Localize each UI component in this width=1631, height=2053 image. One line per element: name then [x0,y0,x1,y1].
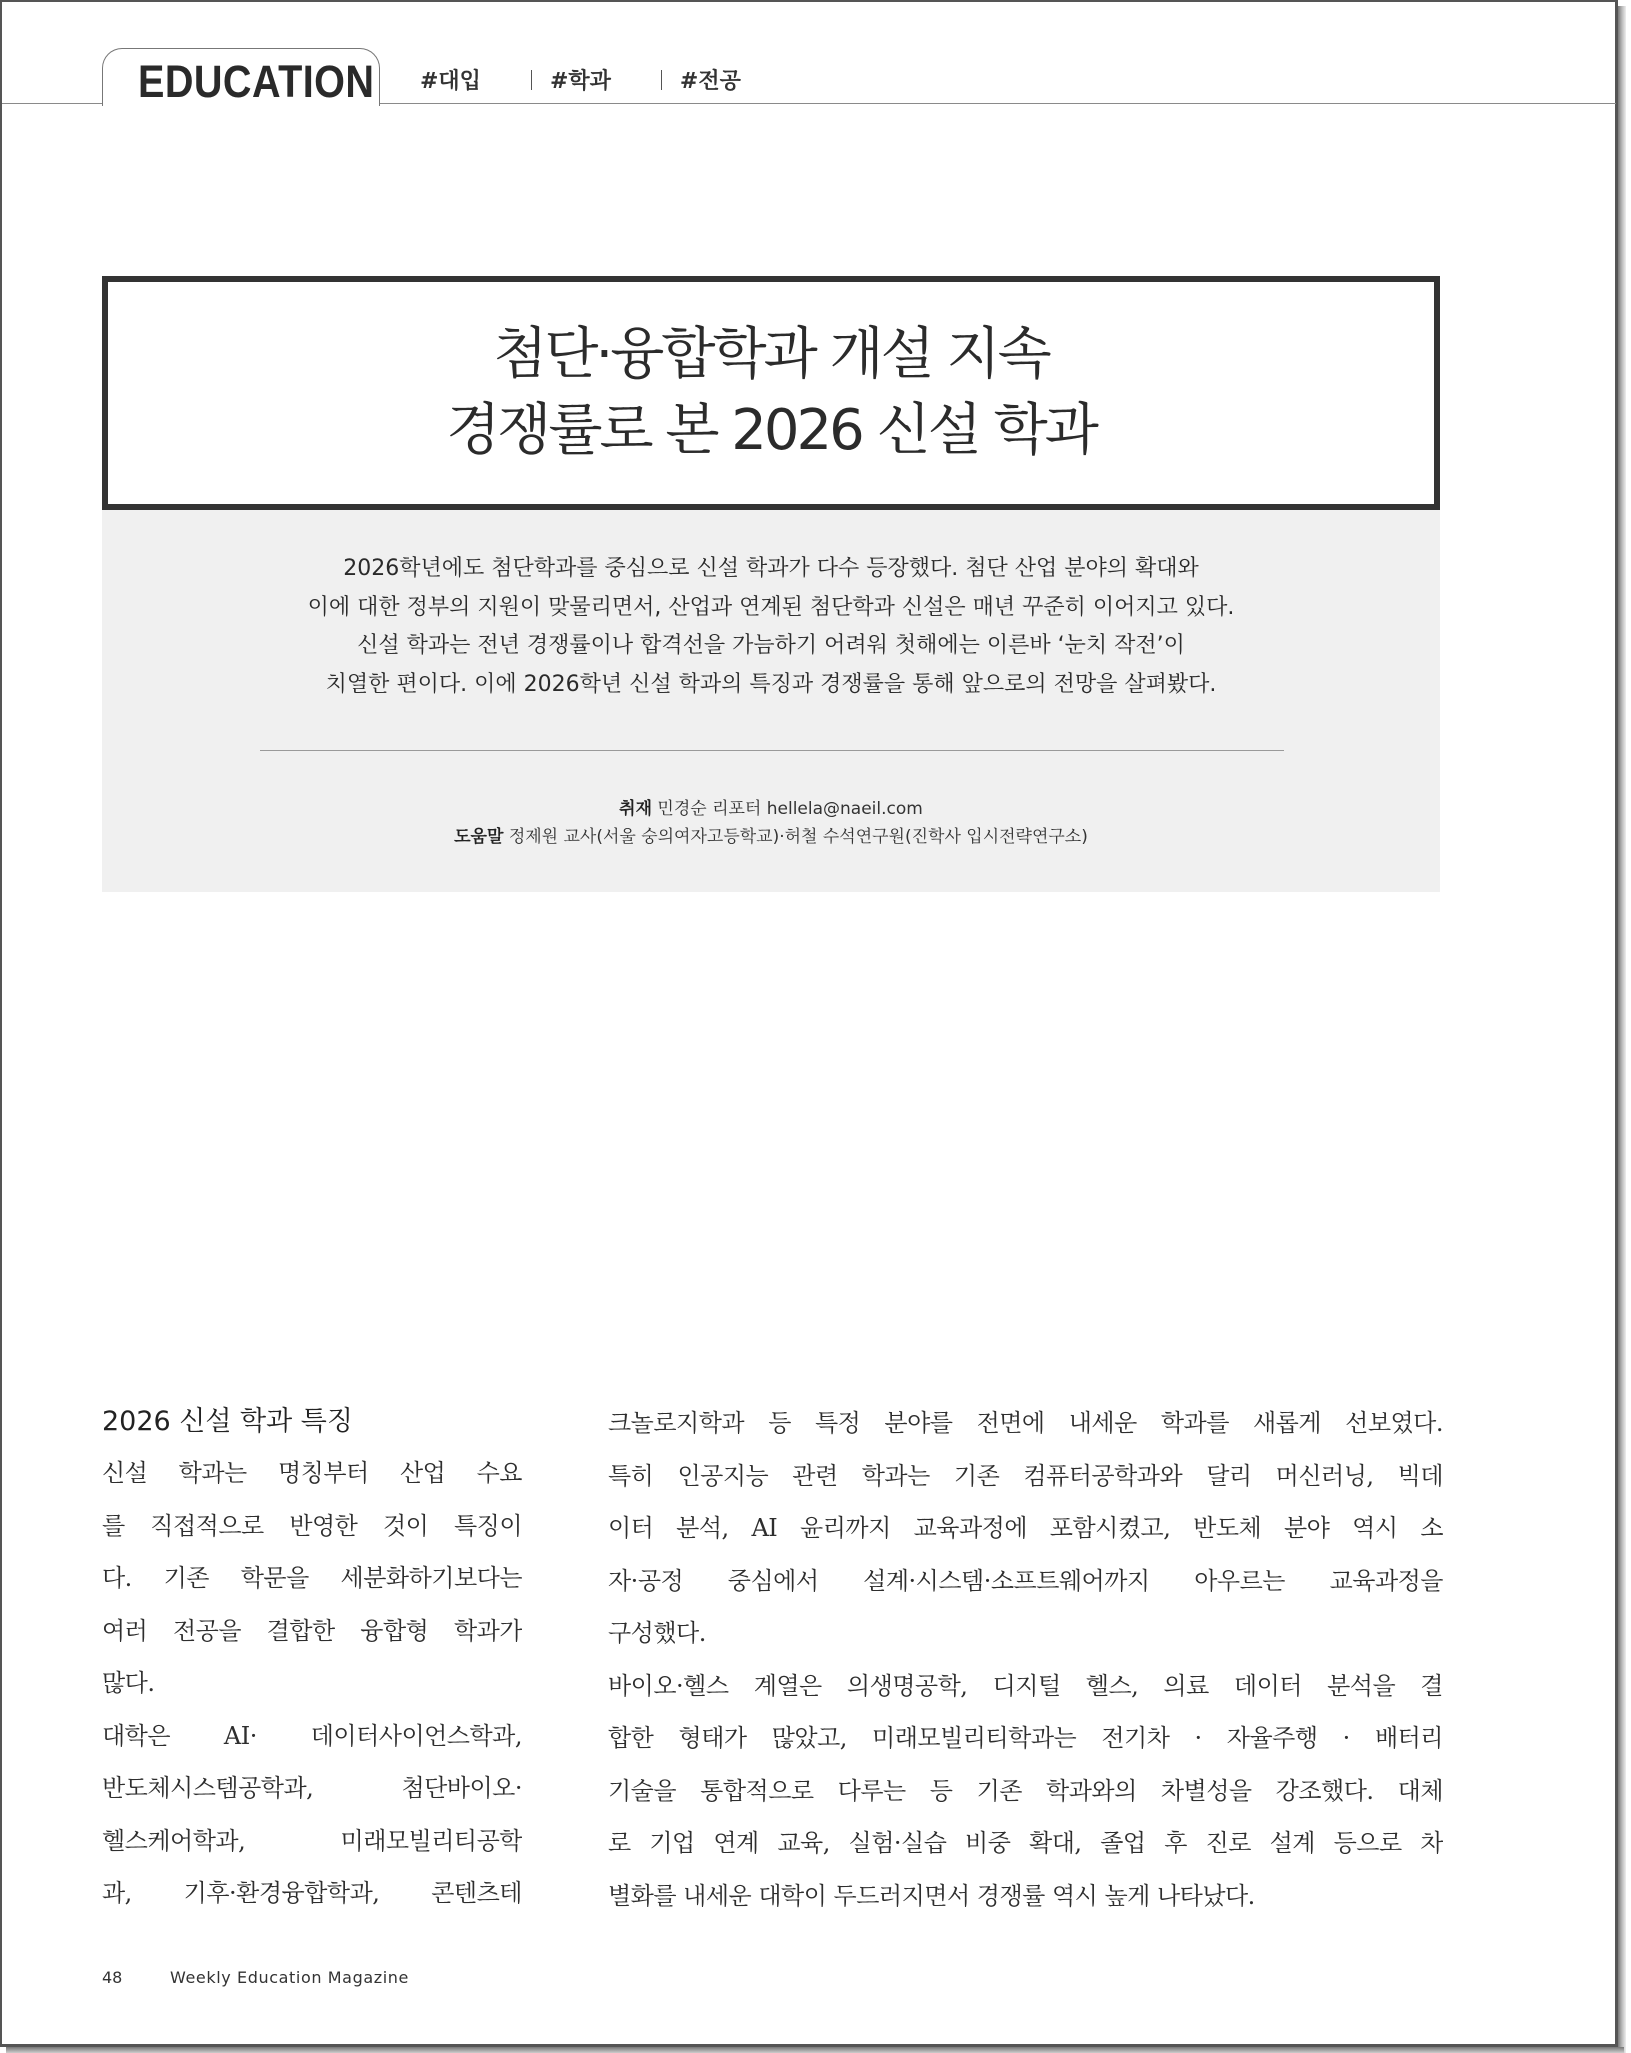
lead-line: 이에 대한 정부의 지원이 맞물리면서, 산업과 연계된 첨단학과 신설은 매년 꾸준히 이어지고 있다. [307,594,1235,620]
lead-line: 신설 학과는 전년 경쟁률이나 합격선을 가늠하기 어려워 첫해에는 이른바 ‘눈치 작전’이 [357,633,1185,658]
tag-divider [661,70,662,90]
body-line: 헬스케어학과, 미래모빌리티공학 [102,1826,522,1855]
body-line: 별화를 내세운 대학이 두드러지면서 경쟁률 역시 높게 나타났다. [608,1881,1255,1910]
tag-list [420,64,741,95]
body-line: 로 기업 연계 교육, 실험·실습 비중 확대, 졸업 후 진로 설계 등으로 차 [608,1829,1443,1857]
body-line: 구성했다. [608,1619,706,1647]
body-line: 바이오·헬스 계열은 의생명공학, 디지털 헬스, 의료 데이터 분석을 결 [608,1671,1443,1700]
body-line: 많다. [102,1669,155,1697]
article-title-line-2: 경쟁률로 본 2026 신설 학과 [446,398,1096,463]
advisor-info: 정제원 교사(서울 숭의여자고등학교)·허철 수석연구원(진학사 입시전략연구소) [508,827,1088,847]
page-footer [102,1968,409,1987]
body-line: 를 직접적으로 반영한 것이 특징이 [102,1511,522,1540]
body-line: 자·공정 중심에서 설계·시스템·소프트웨어까지 아우르는 교육과정을 [608,1566,1443,1595]
tag-admission: #대입 [420,69,481,94]
body-column-right [608,1397,1443,1922]
tag-major: #전공 [679,69,741,94]
lead-box [102,510,1440,892]
reporter-info: 민경순 리포터 hellela@naeil.com [657,799,923,819]
section-subheading: 2026 신설 학과 특징 [102,1406,353,1437]
lead-paragraph [102,550,1440,704]
advisor-label: 도움말 [454,827,504,847]
tag-divider [531,70,532,90]
body-line: 반도체시스템공학과, 첨단바이오· [102,1774,522,1802]
credits [102,795,1440,851]
body-line: 신설 학과는 명칭부터 산업 수요 [102,1459,522,1487]
article-title-line-1: 첨단·융합학과 개설 지속 [493,322,1049,387]
body-line: 합한 형태가 많았고, 미래모빌리티학과는 전기차 · 자율주행 · 배터리 [608,1724,1443,1752]
lead-line: 2026학년에도 첨단학과를 중심으로 신설 학과가 다수 등장했다. 첨단 산업 분야의 확대와 [343,556,1199,581]
section-title: EDUCATION [138,56,375,107]
article-title-box [102,276,1440,510]
page-shadow [6,2047,1624,2053]
body-line: 다. 기존 학문을 세분화하기보다는 [102,1564,522,1592]
lead-divider [260,750,1284,751]
body-column-left [102,1397,522,1920]
advisor-credit [102,823,1440,851]
magazine-name: Weekly Education Magazine [170,1968,409,1987]
body-line: 이터 분석, AI 윤리까지 교육과정에 포함시켰고, 반도체 분야 역시 소 [608,1514,1443,1542]
body-line: 기술을 통합적으로 다루는 등 기존 학과와의 차별성을 강조했다. 대체 [608,1776,1443,1805]
reporter-label: 취재 [619,799,652,819]
body-line: 여러 전공을 결합한 융합형 학과가 [102,1616,522,1645]
body-line: 과, 기후·환경융합학과, 콘텐츠테 [102,1879,522,1907]
body-line: 크놀로지학과 등 특정 분야를 전면에 내세운 학과를 새롭게 선보였다. [608,1409,1443,1437]
lead-line: 치열한 편이다. 이에 2026학년 신설 학과의 특징과 경쟁률을 통해 앞으로의 전망을 살펴봤다. [325,671,1217,697]
page-number: 48 [102,1968,123,1987]
page-shadow [1618,6,1626,2053]
reporter-credit [102,795,1440,823]
body-line: 특히 인공지능 관련 학과는 기존 컴퓨터공학과와 달리 머신러닝, 빅데 [608,1461,1443,1490]
tag-department: #학과 [549,69,611,94]
body-line: 대학은 AI· 데이터사이언스학과, [102,1721,522,1750]
